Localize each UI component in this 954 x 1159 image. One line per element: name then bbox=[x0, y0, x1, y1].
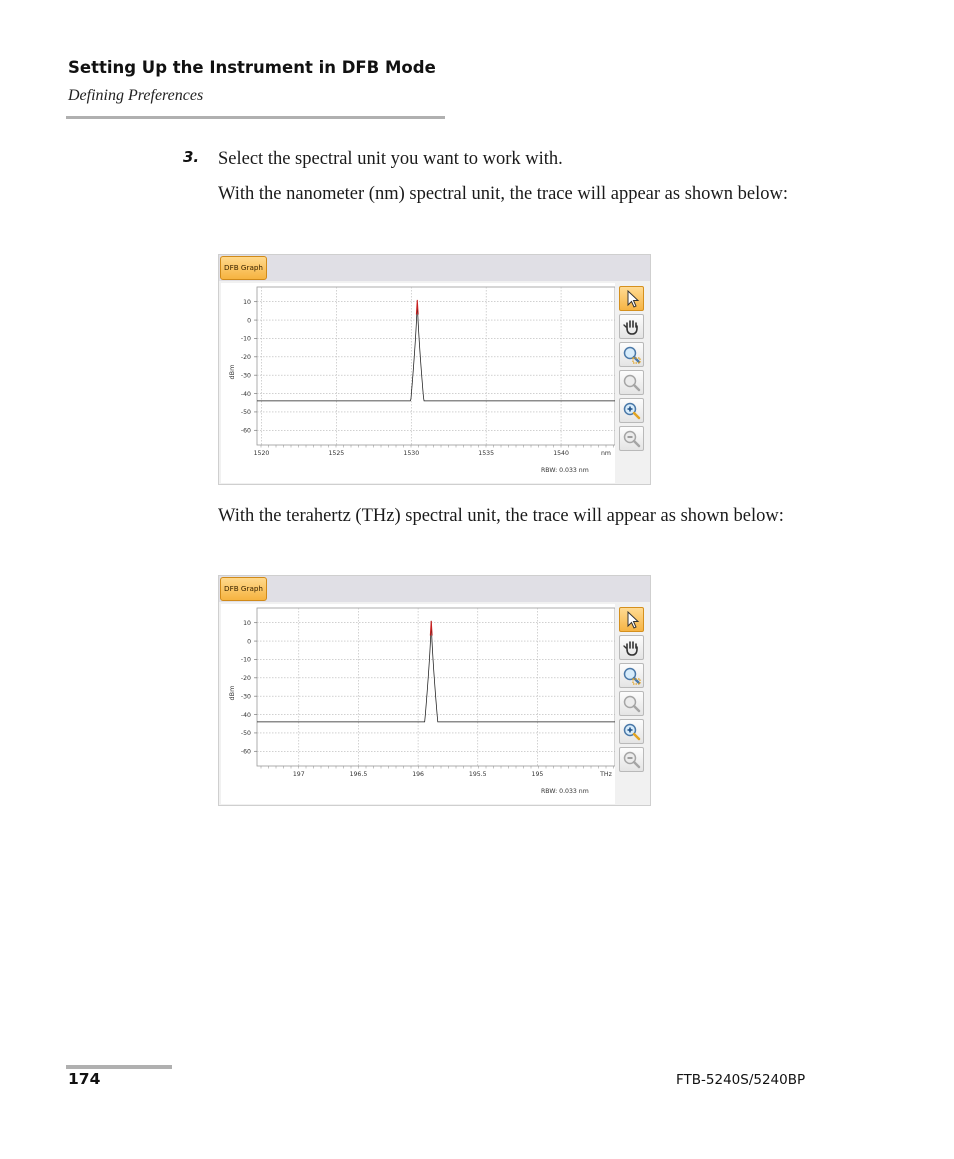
x-tick-label: 196.5 bbox=[349, 771, 368, 778]
y-tick-label: -40 bbox=[240, 390, 251, 398]
tab-bar bbox=[219, 255, 650, 281]
pan-hand-icon bbox=[622, 317, 642, 337]
thz-description: With the terahertz (THz) spectral unit, the trace will appear as shown below: bbox=[218, 506, 784, 526]
step-instruction: Select the spectral unit you want to work with. bbox=[218, 149, 563, 169]
zoom-out-icon bbox=[622, 429, 642, 449]
y-tick-label: -60 bbox=[240, 427, 251, 435]
y-tick-label: -10 bbox=[240, 656, 251, 664]
x-unit-label: nm bbox=[601, 450, 611, 457]
rbw-annotation: RBW: 0.033 nm bbox=[541, 788, 589, 795]
pan-hand-icon bbox=[622, 638, 642, 658]
pan-tool-button[interactable] bbox=[619, 635, 644, 660]
x-unit-label: THz bbox=[600, 771, 612, 778]
y-tick-label: -50 bbox=[240, 730, 251, 738]
header-divider bbox=[66, 116, 445, 119]
zoom-reset-icon bbox=[622, 373, 642, 393]
zoom-in-icon bbox=[622, 401, 642, 421]
zoom-in-tool-button[interactable] bbox=[619, 719, 644, 744]
page-number: 174 bbox=[68, 1070, 101, 1088]
dfb-graph-screenshot-thz bbox=[218, 575, 651, 806]
x-tick-label: 196 bbox=[412, 771, 425, 778]
product-name: FTB-5240S/5240BP bbox=[676, 1072, 806, 1088]
x-tick-label: 1520 bbox=[253, 450, 270, 457]
y-tick-label: 0 bbox=[247, 317, 251, 325]
pointer-icon bbox=[622, 610, 642, 630]
zoom-area-icon bbox=[622, 666, 642, 686]
zoom-reset-icon bbox=[622, 694, 642, 714]
x-tick-label: 1525 bbox=[328, 450, 345, 457]
step-number: 3. bbox=[183, 148, 200, 166]
pointer-icon bbox=[622, 289, 642, 309]
y-tick-label: 10 bbox=[243, 298, 251, 306]
y-axis-label: dBm bbox=[228, 685, 236, 701]
zoom-area-tool-button[interactable] bbox=[619, 342, 644, 367]
y-tick-label: -50 bbox=[240, 409, 251, 417]
y-tick-label: -40 bbox=[240, 711, 251, 719]
y-tick-label: -30 bbox=[240, 693, 251, 701]
y-tick-label: -30 bbox=[240, 372, 251, 380]
section-subtitle: Defining Preferences bbox=[68, 87, 204, 104]
plot-area bbox=[257, 608, 615, 766]
zoom-out-tool-button[interactable] bbox=[619, 426, 644, 451]
x-tick-label: 195 bbox=[531, 771, 544, 778]
dfb-graph-screenshot-nm bbox=[218, 254, 651, 485]
dfb-spectrum-chart-thz[interactable] bbox=[221, 604, 615, 804]
tab-dfb-graph[interactable]: DFB Graph bbox=[220, 577, 267, 601]
zoom-area-icon bbox=[622, 345, 642, 365]
y-tick-label: 0 bbox=[247, 638, 251, 646]
zoom-out-tool-button[interactable] bbox=[619, 747, 644, 772]
x-tick-label: 1535 bbox=[478, 450, 495, 457]
y-tick-label: -10 bbox=[240, 335, 251, 343]
zoom-in-tool-button[interactable] bbox=[619, 398, 644, 423]
zoom-in-icon bbox=[622, 722, 642, 742]
tab-bar bbox=[219, 576, 650, 602]
zoom-reset-tool-button[interactable] bbox=[619, 370, 644, 395]
y-tick-label: 10 bbox=[243, 619, 251, 627]
graph-panel[interactable] bbox=[221, 283, 615, 483]
footer-divider bbox=[66, 1065, 172, 1069]
y-tick-label: -20 bbox=[240, 675, 251, 683]
y-axis-label: dBm bbox=[228, 364, 236, 380]
pan-tool-button[interactable] bbox=[619, 314, 644, 339]
pointer-tool-button[interactable] bbox=[619, 286, 644, 311]
pointer-tool-button[interactable] bbox=[619, 607, 644, 632]
x-tick-label: 1530 bbox=[403, 450, 420, 457]
y-tick-label: -20 bbox=[240, 354, 251, 362]
rbw-annotation: RBW: 0.033 nm bbox=[541, 467, 589, 474]
zoom-out-icon bbox=[622, 750, 642, 770]
zoom-area-tool-button[interactable] bbox=[619, 663, 644, 688]
dfb-spectrum-chart-nm[interactable] bbox=[221, 283, 615, 483]
x-tick-label: 197 bbox=[292, 771, 305, 778]
y-tick-label: -60 bbox=[240, 748, 251, 756]
section-title: Setting Up the Instrument in DFB Mode bbox=[68, 58, 436, 77]
nm-description: With the nanometer (nm) spectral unit, the trace will appear as shown below: bbox=[218, 184, 788, 204]
x-tick-label: 195.5 bbox=[468, 771, 487, 778]
graph-panel[interactable] bbox=[221, 604, 615, 804]
x-tick-label: 1540 bbox=[553, 450, 569, 457]
tab-dfb-graph[interactable]: DFB Graph bbox=[220, 256, 267, 280]
zoom-reset-tool-button[interactable] bbox=[619, 691, 644, 716]
